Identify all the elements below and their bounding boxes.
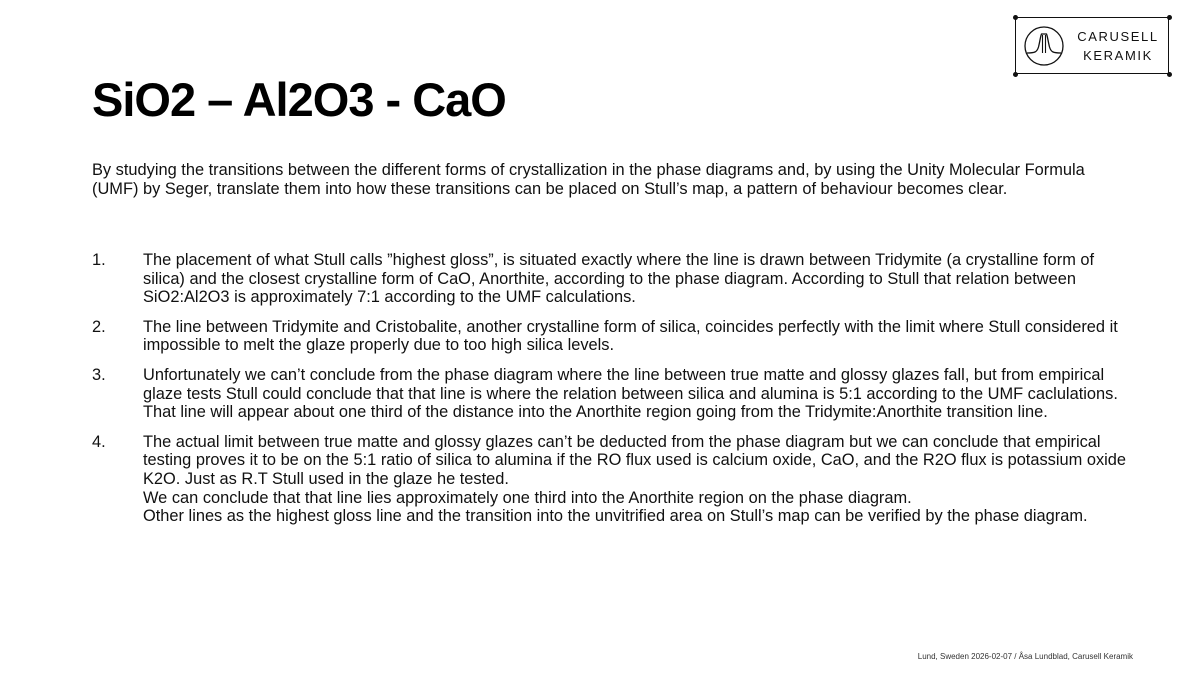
list-item-number: 3. xyxy=(92,365,106,384)
list-item xyxy=(92,366,1132,422)
list-item-number: 2. xyxy=(92,317,106,336)
findings-list xyxy=(92,251,1132,537)
list-item-text: Unfortunately we can’t conclude from the phase diagram where the line between true matte and glossy glazes fall, but from empirical glaze tests Stull could conclude that that line is where the relation between silica and alumina is 5:1 according to the UMF caclulations. That line will appear about one third of the distance into the Anorthite region going from the Tridymite:Anorthite transition line. xyxy=(143,365,1118,422)
list-item-text: The actual limit between true matte and glossy glazes can’t be deducted from the phase diagram but we can conclude that empirical testing proves it to be on the 5:1 ratio of silica to alumina if the RO flux used is calcium oxide, CaO, and the R2O flux is potassium oxide K2O. Just as R.T Stull used in the glaze he tested. We can conclude that that line lies approximately one third into the Anorthite region on the phase diagram. Other lines as the highest gloss line and the transition into the unvitrified area on Stull’s map can be verified by the phase diagram. xyxy=(143,432,1127,526)
list-item xyxy=(92,251,1132,307)
brand-logo xyxy=(1015,17,1169,74)
logo-wordmark xyxy=(1071,27,1165,65)
intro-paragraph: By studying the transitions between the different forms of crystallization in the phase diagrams and, by using the Unity Molecular Formula (UMF) by Seger, translate them into how these transitions can be placed on Stull’s map, a pattern of behaviour becomes clear. xyxy=(92,161,1085,198)
list-item xyxy=(92,433,1132,526)
logo-corner-dot xyxy=(1167,72,1172,77)
list-item-number: 4. xyxy=(92,432,106,451)
logo-line-2: KERAMIK xyxy=(1083,48,1153,63)
logo-corner-dot xyxy=(1013,15,1018,20)
logo-corner-dot xyxy=(1167,15,1172,20)
logo-line-1: CARUSELL xyxy=(1077,29,1159,44)
list-item-text: The placement of what Stull calls ”highest gloss”, is situated exactly where the line is drawn between Tridymite (a crystalline form of silica) and the closest crystalline form of CaO, Anorthite, according to the phase diagram. According to Stull that relation between SiO2:Al2O3 is approximately 7:1 according to the UMF calculations. xyxy=(143,251,1095,307)
logo-pot-icon xyxy=(1023,25,1065,67)
slide-title: SiO2 – Al2O3 - CaO xyxy=(92,73,506,126)
list-item-number: 1. xyxy=(92,251,106,269)
logo-corner-dot xyxy=(1013,72,1018,77)
list-item xyxy=(92,318,1132,355)
slide-footer: Lund, Sweden 2026-02-07 / Åsa Lundblad, Carusell Keramik xyxy=(917,652,1133,661)
list-item-text: The line between Tridymite and Cristobalite, another crystalline form of silica, coincides perfectly with the limit where Stull considered it impossible to melt the glaze properly due to too high silica levels. xyxy=(143,317,1118,355)
